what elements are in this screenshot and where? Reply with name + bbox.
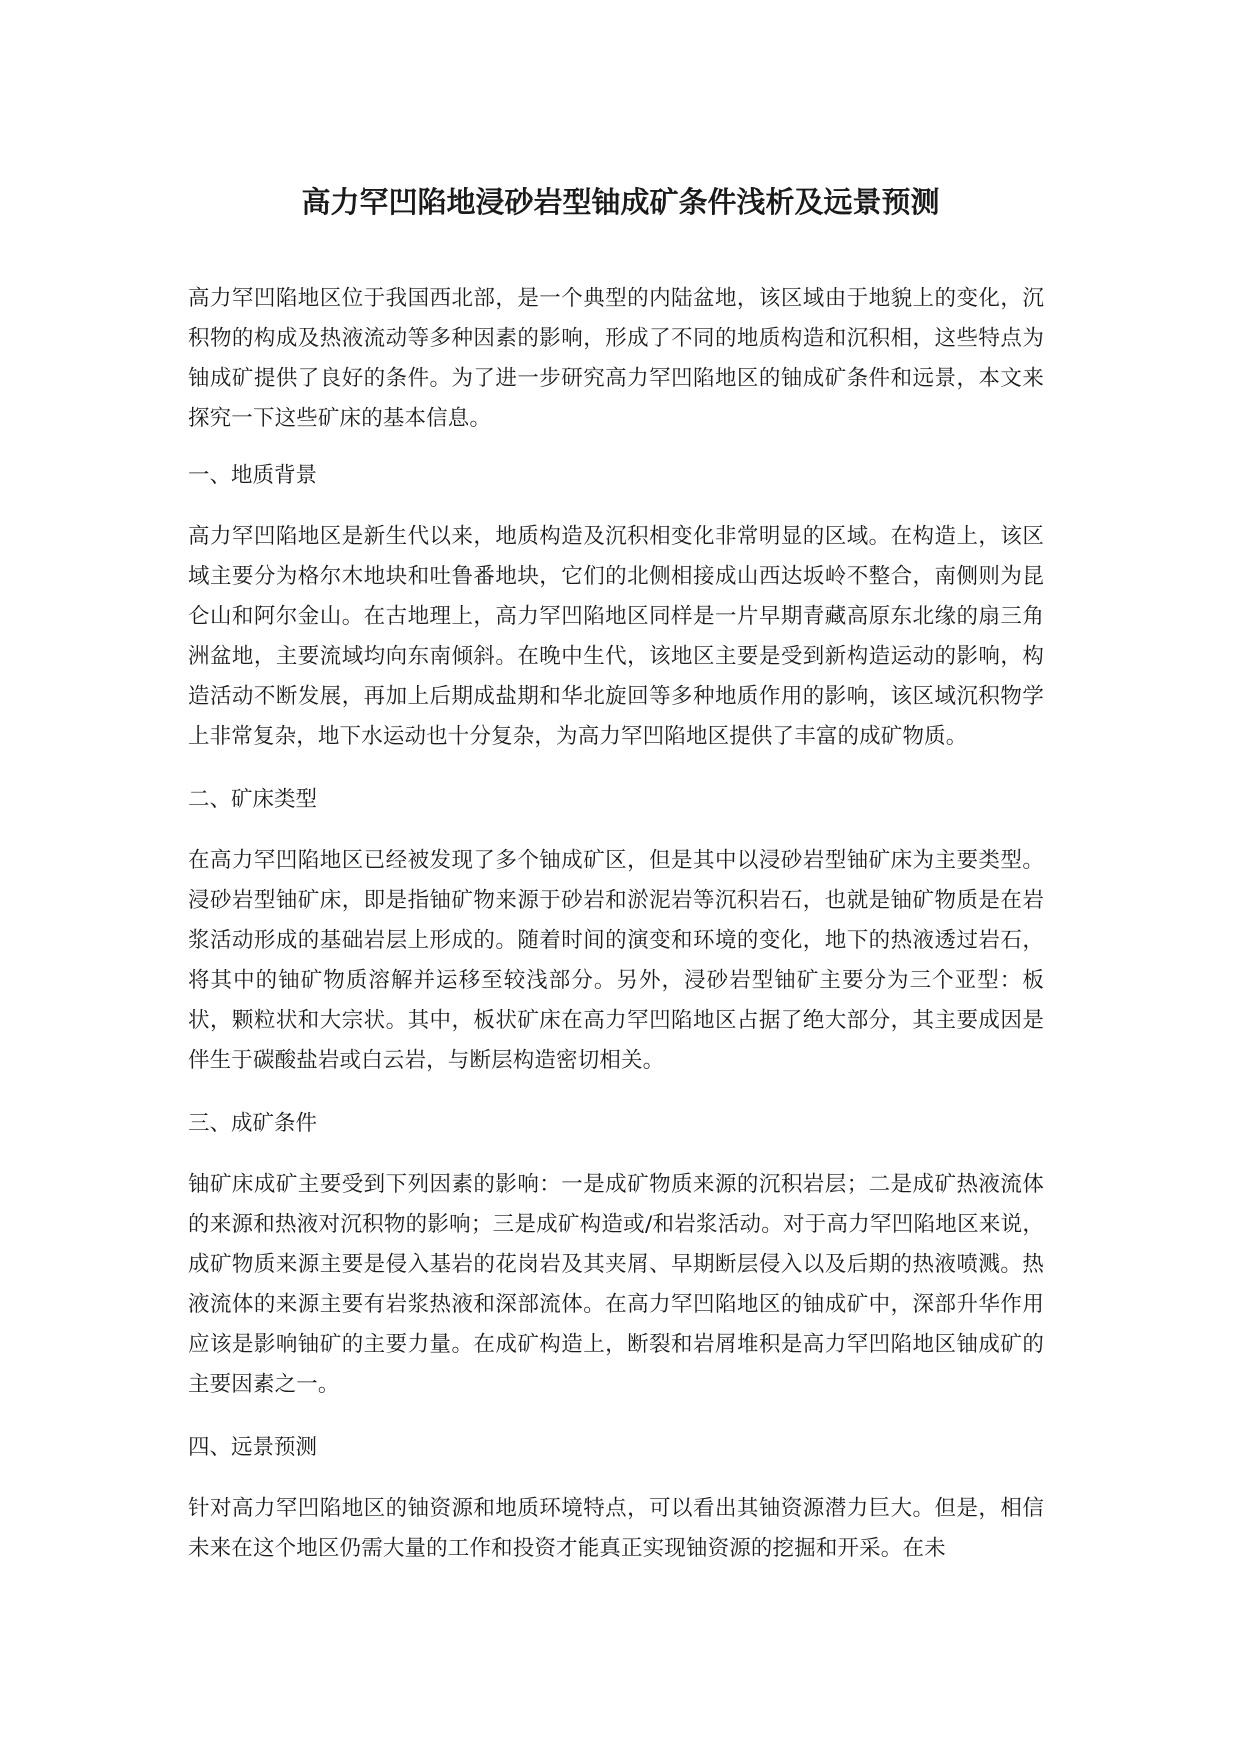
section-heading-geology: 一、地质背景 [188,463,318,488]
section-paragraph-geology: 高力罕凹陷地区是新生代以来，地质构造及沉积相变化非常明显的区域。在构造上，该区域主要分为格尔木地块和吐鲁番地块，它们的北侧相接成山西达坂岭不整合，南侧则为昆仑山和阿尔金山。在古地理上，高力罕凹陷地区同样是一片早期青藏高原东北缘的扇三角洲盆地，主要流域均向东南倾斜。在晚中生代，该地区主要是受到新构造运动的影响，构造活动不断发展，再加上后期成盐期和华北旋回等多种地质作用的影响，该区域沉积物学上非常复杂，地下水运动也十分复杂，为高力罕凹陷地区提供了丰富的成矿物质。 [188,524,1044,749]
section-paragraph-prospect: 针对高力罕凹陷地区的铀资源和地质环境特点，可以看出其铀资源潜力巨大。但是，相信未来在这个地区仍需大量的工作和投资才能真正实现铀资源的挖掘和开采。在未 [188,1496,1044,1561]
document-title: 高力罕凹陷地浸砂岩型铀成矿条件浅析及远景预测 [301,185,940,219]
section-heading-conditions: 三、成矿条件 [188,1111,318,1136]
section-paragraph-deposit-type: 在高力罕凹陷地区已经被发现了多个铀成矿区，但是其中以浸砂岩型铀矿床为主要类型。浸砂岩型铀矿床，即是指铀矿物来源于砂岩和淤泥岩等沉积岩石，也就是铀矿物质是在岩浆活动形成的基础岩层上形成的。随着时间的演变和环境的变化，地下的热液透过岩石，将其中的铀矿物质溶解并运移至较浅部分。另外，浸砂岩型铀矿主要分为三个亚型：板状，颗粒状和大宗状。其中，板状矿床在高力罕凹陷地区占据了绝大部分，其主要成因是伴生于碳酸盐岩或白云岩，与断层构造密切相关。 [188,848,1044,1073]
section-heading-prospect: 四、远景预测 [188,1435,318,1460]
section-paragraph-conditions: 铀矿床成矿主要受到下列因素的影响：一是成矿物质来源的沉积岩层；二是成矿热液流体的来源和热液对沉积物的影响；三是成矿构造或/和岩浆活动。对于高力罕凹陷地区来说，成矿物质来源主要是侵入基岩的花岗岩及其夹屑、早期断层侵入以及后期的热液喷溅。热液流体的来源主要有岩浆热液和深部流体。在高力罕凹陷地区的铀成矿中，深部升华作用应该是影响铀矿的主要力量。在成矿构造上，断裂和岩屑堆积是高力罕凹陷地区铀成矿的主要因素之一。 [188,1172,1044,1397]
document-body [188,279,1044,1592]
section-heading-deposit-type: 二、矿床类型 [188,787,318,812]
intro-paragraph: 高力罕凹陷地区位于我国西北部，是一个典型的内陆盆地，该区域由于地貌上的变化，沉积物的构成及热液流动等多种因素的影响，形成了不同的地质构造和沉积相，这些特点为铀成矿提供了良好的条件。为了进一步研究高力罕凹陷地区的铀成矿条件和远景，本文来探究一下这些矿床的基本信息。 [188,286,1044,431]
